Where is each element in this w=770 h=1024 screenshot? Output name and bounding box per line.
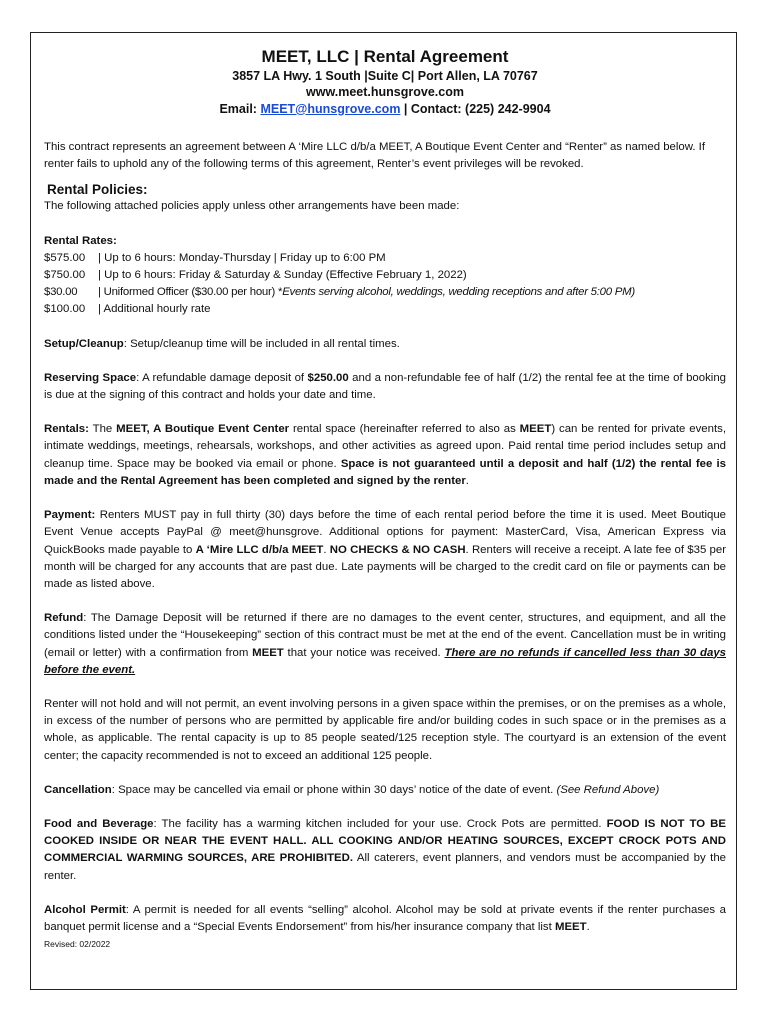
email-label: Email: <box>219 101 261 116</box>
intro-paragraph: This contract represents an agreement between A ‘Mire LLC d/b/a MEET, A Boutique Event Center and “Renter” as named below. If renter fails to uphold any of the following terms of this agreement, Renter’s event privileges will be revoked. <box>44 140 706 171</box>
rate-description: | Uniformed Officer ($30.00 per hour) * <box>98 286 283 299</box>
alcohol-permit-paragraph: Alcohol Permit: A permit is needed for all events “selling” alcohol. Alcohol may be sold at private events if the renter purchases a banquet permit license and a “Special Events Endorsement” from his/her insurance company that list MEET. <box>44 903 726 933</box>
document-title: MEET, LLC | Rental Agreement <box>261 47 509 66</box>
refund-paragraph: Refund: The Damage Deposit will be returned if there are no damages to the event center, structures, and equipment, and all the conditions listed under the “Housekeeping” section of this contract must be met at the end of the event. Cancellation must be in writing (email or letter) with a confirmation from MEET that your notice was received. There are no refunds if cancelled less than 30 days before the event. <box>44 612 727 676</box>
rate-row <box>44 301 726 318</box>
rate-description: | Additional hourly rate <box>98 303 211 316</box>
contact-phone: | Contact: (225) 242-9904 <box>400 101 551 116</box>
rate-amount: $30.00 <box>44 286 78 299</box>
document-content <box>44 46 726 953</box>
setup-paragraph: Setup/Cleanup: Setup/cleanup time will be included in all rental times. <box>44 337 400 350</box>
rate-row <box>44 284 726 301</box>
rentals-paragraph: Rentals: The MEET, A Boutique Event Center rental space (hereinafter referred to also as MEET) can be rented for private events, intimate weddings, meetings, rehearsals, workshops, and other activities as agreed upon. Paid rental time period includes setup and cleanup time. Space may be booked via email or phone. Space is not guaranteed until a deposit and half (1/2) the rental fee is made and the Rental Agreement has been completed and signed by the renter. <box>44 423 726 487</box>
website: www.meet.hunsgrove.com <box>306 85 464 100</box>
no-refunds-notice: There are no refunds if cancelled less than 30 days before the event. <box>44 646 727 676</box>
capacity-paragraph: Renter will not hold and will not permit, an event involving persons in a given space within the premises, or on the premises as a whole, in excess of the number of persons who are permitted by applicable fire and/or building codes in such space or in the premises as a whole, as applicable. The rental capacity is up to 85 people seated/125 reception style. The courtyard is an extension of the event center; the capacity recommended is not to exceed an additional 125 people. <box>44 697 726 762</box>
document-body <box>44 139 726 954</box>
revised-date: Revised: 02/2022 <box>44 939 111 950</box>
cancellation-paragraph: Cancellation: Space may be cancelled via email or phone within 30 days’ notice of the date of event. (See Refund Above) <box>44 783 660 796</box>
reserving-paragraph: Reserving Space: A refundable damage deposit of $250.00 and a non-refundable fee of half (1/2) the rental fee at the time of booking is due at the signing of this contract and holds your date and time. <box>44 371 726 402</box>
address: 3857 LA Hwy. 1 South |Suite C| Port Allen, LA 70767 <box>232 69 538 84</box>
document-header <box>44 46 726 117</box>
rental-policies-heading: Rental Policies: <box>47 182 148 198</box>
rate-row <box>44 250 726 267</box>
rate-amount: $575.00 <box>44 251 86 264</box>
food-beverage-paragraph: Food and Beverage: The facility has a warming kitchen included for your use. Crock Pots are permitted. FOOD IS NOT TO BE COOKED INSIDE OR NEAR THE EVENT HALL. ALL COOKING AND/OR HEATING SOURCES, EXCEPT CROCK POTS AND COMMERCIAL WARMING SOURCES, ARE PROHIBITED. All caterers, event planners, and vendors must be accompanied by the renter. <box>44 817 726 882</box>
rate-note: Events serving alcohol, weddings, wedding receptions and after 5:00 PM) <box>282 286 635 299</box>
payment-paragraph: Payment: Renters MUST pay in full thirty (30) days before the time of each rental period before the time it is used. Meet Boutique Event Venue accepts PayPal @ meet@hunsgrove. Additional options for payment: MasterCard, Visa, American Express via QuickBooks made payable to A ‘Mire LLC d/b/a MEET. NO CHECKS & NO CASH. Renters will receive a receipt. A late fee of $35 per month will be charged for any accounts that are past due. Late payments will be charged to the credit card on file or payments can be made as listed above. <box>44 509 726 590</box>
rate-amount: $100.00 <box>44 303 86 316</box>
contact-line <box>44 101 726 117</box>
rental-policies-subtitle: The following attached policies apply unless other arrangements have been made: <box>44 200 460 213</box>
rate-description: | Up to 6 hours: Monday-Thursday | Friday up to 6:00 PM <box>98 251 386 264</box>
rate-amount: $750.00 <box>44 269 86 282</box>
email-link[interactable]: MEET@hunsgrove.com <box>260 101 401 116</box>
rental-rates-heading: Rental Rates: <box>44 234 117 247</box>
rate-description: | Up to 6 hours: Friday & Saturday & Sunday (Effective February 1, 2022) <box>98 269 467 282</box>
rate-row <box>44 267 726 284</box>
